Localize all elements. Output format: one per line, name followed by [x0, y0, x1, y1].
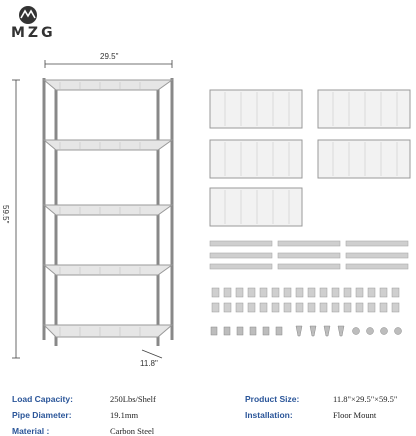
height-dimension: 59.5" [1, 205, 10, 224]
brand-wordmark: MZG [11, 25, 56, 41]
spec-value-load-capacity: 250Lbs/Shelf [110, 394, 156, 404]
spec-value-installation: Floor Mount [333, 410, 377, 420]
spec-label-load-capacity: Load Capacity: [12, 394, 73, 404]
spec-label-material: Material : [12, 426, 50, 436]
spec-value-product-size: 11.8"×29.5"×59.5" [333, 394, 398, 404]
spec-label-installation: Installation: [245, 410, 293, 420]
width-dimension: 29.5" [100, 52, 119, 61]
spec-value-pipe-diameter: 19.1mm [110, 410, 139, 420]
spec-table [0, 388, 416, 436]
spec-label-pipe-diameter: Pipe Diameter: [12, 410, 72, 420]
spec-label-product-size: Product Size: [245, 394, 300, 404]
spec-value-material: Carbon Steel [110, 426, 155, 436]
depth-dimension: 11.8" [140, 359, 158, 368]
